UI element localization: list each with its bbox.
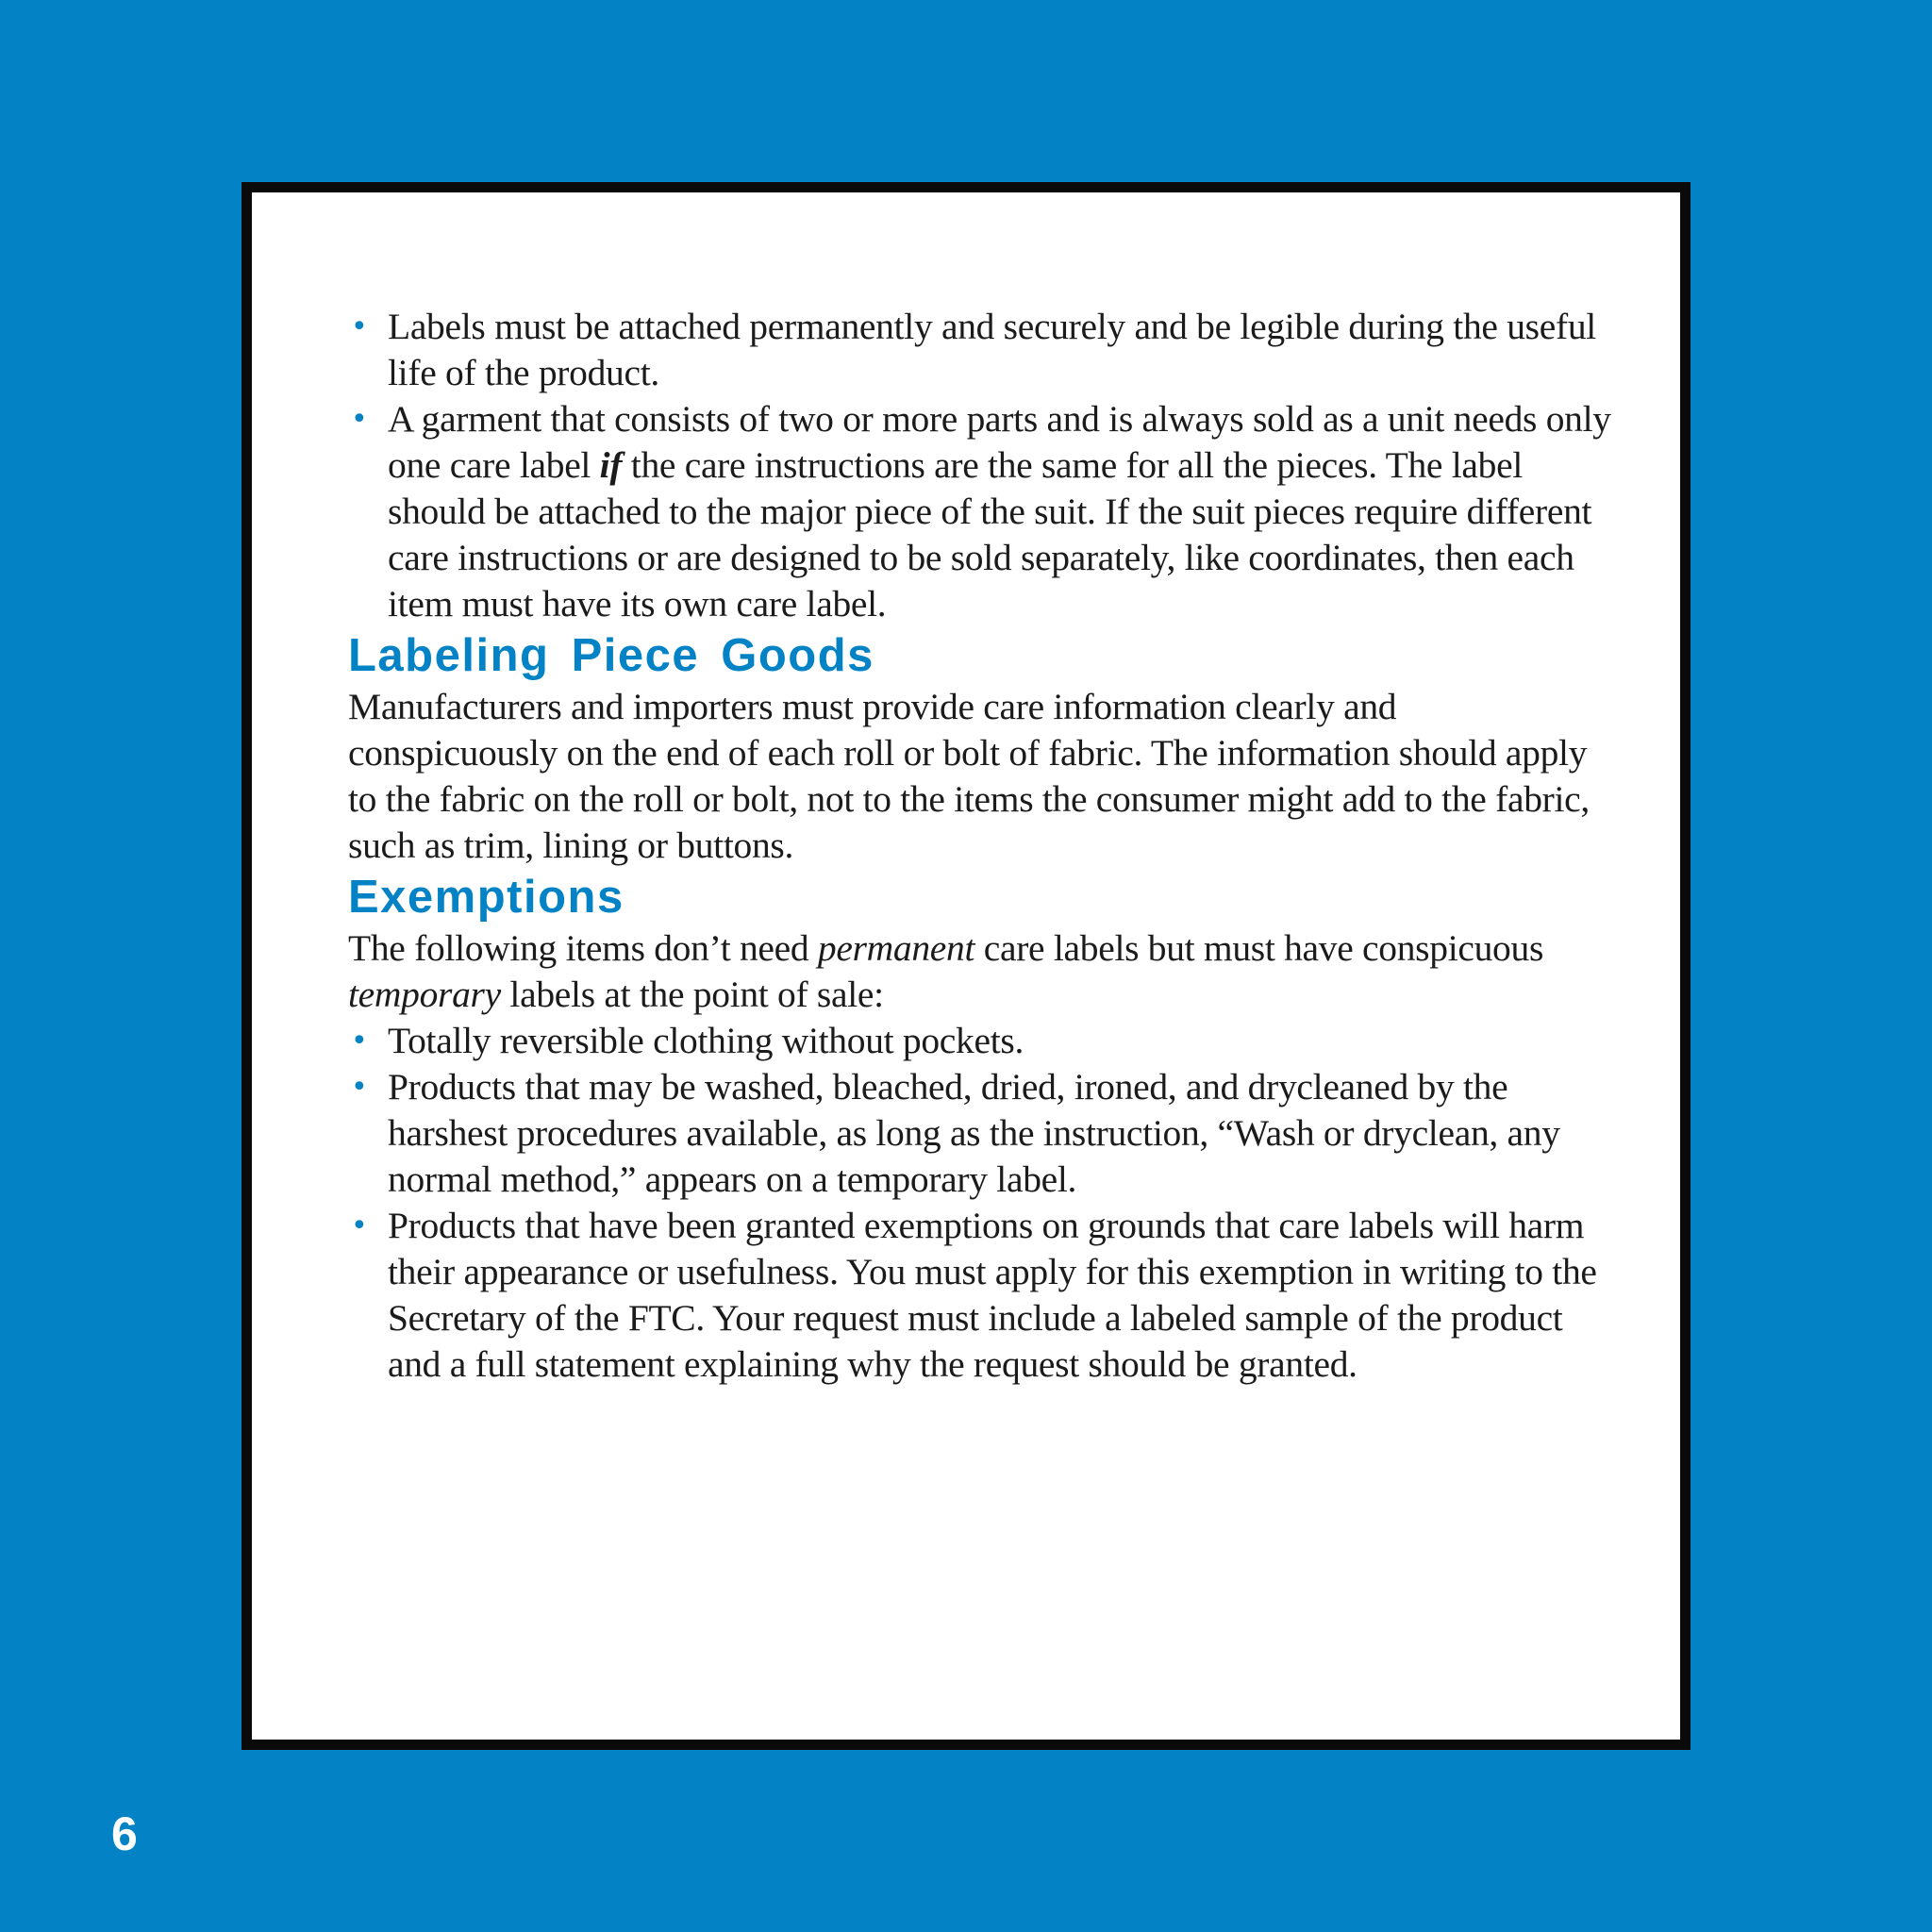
list-item (348, 396, 1612, 627)
piece-goods-paragraph: Manufacturers and importers must provide care information clearly and conspicuously on the end of each roll or bolt of fabric. The information should apply to the fabric on the roll or bolt, not to the items the consumer might add to the fabric, such as trim, lining or buttons. (348, 686, 1590, 866)
page-number: 6 (111, 1807, 138, 1860)
list-item-text: Products that have been granted exemptions on grounds that care labels will harm their appearance or usefulness. You must apply for this exemption in writing to the Secretary of the FTC. Your request must include a labeled sample of the product and a full statement explaining why the request should be granted. (388, 1205, 1597, 1385)
list-item-text: Totally reversible clothing without pockets. (388, 1020, 1024, 1061)
bullet-icon: • (351, 403, 368, 436)
emphasis-if: if (599, 444, 623, 486)
intro-bullet-list (348, 304, 1612, 627)
piece-goods-heading: Labeling Piece Goods (348, 630, 874, 681)
exemptions-intro-part3: labels at the point of sale: (500, 974, 884, 1015)
list-item-text-after: the care instructions are the same for all the pieces. The label should be attached to the major piece of the suit. If the suit pieces require different care instructions or are designed to be sold separately, like coordinates, then each item must have its own care label. (388, 444, 1592, 625)
list-item-text: Products that may be washed, bleached, dried, ironed, and drycleaned by the harshest procedures available, as long as the instruction, “Wash or dryclean, any normal method,” appears on a temporary label. (388, 1066, 1560, 1200)
exemptions-heading: Exemptions (348, 872, 625, 923)
list-item-text-before: A garment that consists of two or more parts and is always sold as a unit needs only one care label (388, 398, 1611, 486)
exemptions-intro-part2: care labels but must have conspicuous (974, 927, 1544, 969)
exemptions-intro (348, 925, 1612, 1018)
list-item (348, 304, 1612, 396)
list-item (348, 1064, 1612, 1203)
bullet-icon: • (351, 310, 368, 343)
bullet-icon: • (351, 1209, 368, 1242)
bullet-icon: • (351, 1024, 368, 1058)
bullet-icon: • (351, 1071, 368, 1104)
exemptions-bullet-list (348, 1018, 1612, 1388)
emphasis-temporary: temporary (348, 974, 501, 1015)
list-item-text: Labels must be attached permanently and securely and be legible during the useful life of the product. (388, 306, 1596, 393)
list-item (348, 1203, 1612, 1388)
page-content (348, 304, 1612, 1388)
exemptions-intro-part1: The following items don’t need (348, 927, 818, 969)
content-panel (242, 182, 1690, 1750)
emphasis-permanent: permanent (817, 927, 975, 969)
list-item (348, 1018, 1612, 1064)
